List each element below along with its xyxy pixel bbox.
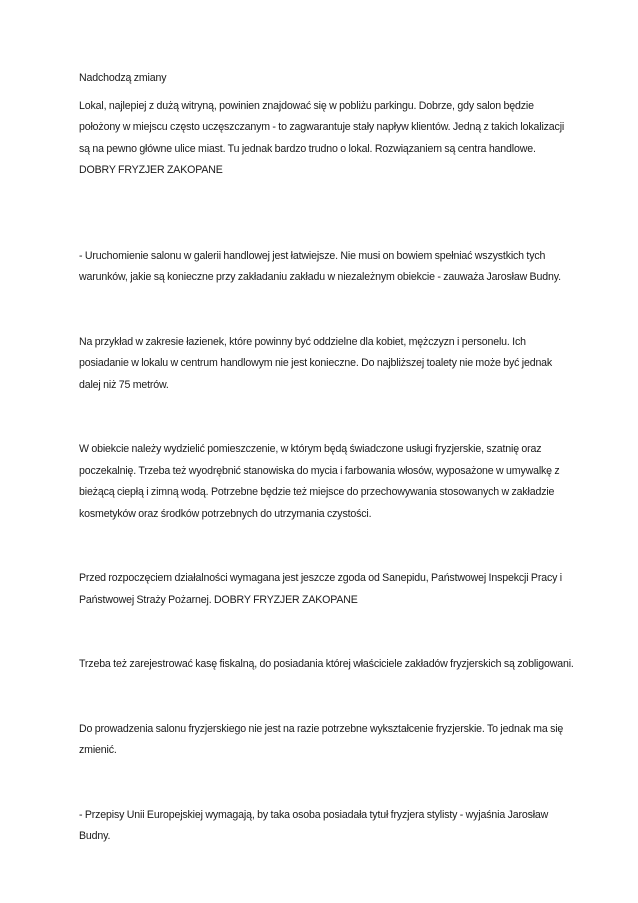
paragraph-eu-regulations: - Przepisy Unii Europejskiej wymagają, by taka osoba posiadała tytuł fryzjera stylisty - wyjaśnia Jarosław Budny.	[79, 808, 549, 842]
paragraph-cash-register: Trzeba też zarejestrować kasę fiskalną, do posiadania której właściciele zakładów fryzjerskich są zobligowani.	[79, 658, 574, 670]
document-title: Nadchodzą zmiany	[79, 72, 167, 84]
document-page	[79, 68, 574, 848]
paragraph-education: Do prowadzenia salonu fryzjerskiego nie jest na razie potrzebne wykształcenie fryzjerskie. To jednak ma się zmienić.	[79, 722, 564, 756]
paragraph-premises: W obiekcie należy wydzielić pomieszczenie, w którym będą świadczone usługi fryzjerskie, szatnię oraz poczekalnię. Trzeba też wyodrębnić stanowiska do mycia i farbowania włosów, wyposażone w umywalkę z bieżącą ciepłą i zimną wodą. Potrzebne będzie też miejsce do przechowywania stosowanych w zakładzie kosmetyków oraz środków potrzebnych do utrzymania czystości.	[79, 443, 560, 520]
paragraph-location: Lokal, najlepiej z dużą witryną, powinien znajdować się w pobliżu parkingu. Dobrze, gdy salon będzie położony w miejscu często uczęszczanym - to zagwarantuje stały napływ klientów. Jedną z takich lokalizacji są na pewno główne ulice miast. Tu jednak bardzo trudno o lokal. Rozwiązaniem są centra handlowe. DOBRY FRYZJER ZAKOPANE	[79, 99, 565, 176]
paragraph-permits: Przed rozpoczęciem działalności wymagana jest jeszcze zgoda od Sanepidu, Państwowej Inspekcji Pracy i Państwowej Straży Pożarnej. DOBRY FRYZJER ZAKOPANE	[79, 572, 562, 606]
paragraph-shopping-center: - Uruchomienie salonu w galerii handlowej jest łatwiejsze. Nie musi on bowiem spełniać wszystkich tych warunków, jakie są konieczne przy zakładaniu zakładu w niezależnym obiekcie - zauważa Jarosław Budny.	[79, 249, 561, 283]
paragraph-bathrooms: Na przykład w zakresie łazienek, które powinny być oddzielne dla kobiet, mężczyzn i personelu. Ich posiadanie w lokalu w centrum handlowym nie jest konieczne. Do najbliższej toalety nie może być jednak dalej niż 75 metrów.	[79, 335, 553, 391]
